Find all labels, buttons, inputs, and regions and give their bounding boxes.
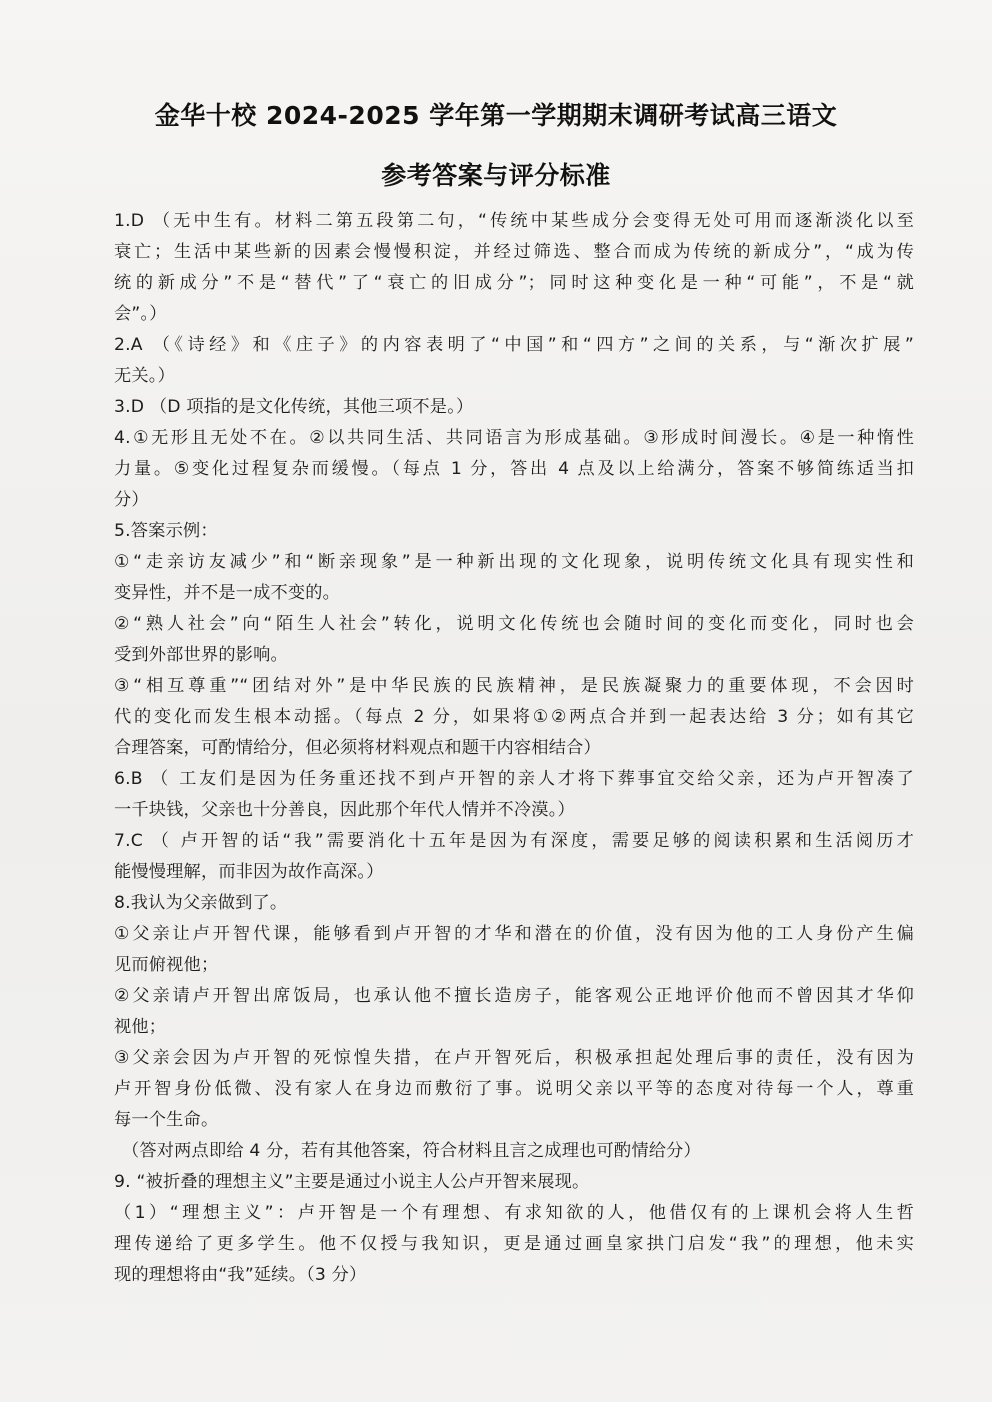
- answer-line: ③父亲会因为卢开智的死惊惶失措，在卢开智死后，积极承担起处理后事的责任，没有因为: [114, 1048, 914, 1068]
- answer-line: 受到外部世界的影响。: [114, 645, 288, 665]
- answer-line: 无关。）: [114, 366, 175, 386]
- answer-line: 统的新成分”不是“替代”了“衰亡的旧成分”；同时这种变化是一种“可能”，不是“就: [114, 273, 914, 293]
- answer-line: 见而俯视他；: [114, 955, 219, 975]
- answer-line: 力量。⑤变化过程复杂而缓慢。（每点 1 分，答出 4 点及以上给满分，答案不够简练适当扣: [114, 459, 914, 479]
- answer-line: 一千块钱，父亲也十分善良，因此那个年代人情并不冷漠。）: [114, 800, 575, 820]
- answer-line: 会”。）: [114, 304, 167, 324]
- answer-line: ①“走亲访友减少”和“断亲现象”是一种新出现的文化现象，说明传统文化具有现实性和: [114, 552, 914, 572]
- answer-content: [114, 206, 914, 1291]
- answer-line: 分）: [114, 490, 149, 510]
- answer-line: 6.B （ 工友们是因为任务重还找不到卢开智的亲人才将下葬事宜交给父亲，还为卢开智凑了: [114, 769, 914, 789]
- answer-line: 3.D （D 项指的是文化传统，其他三项不是。）: [114, 397, 474, 417]
- answer-line: 合理答案，可酌情给分，但必须将材料观点和题干内容相结合）: [114, 738, 601, 758]
- page-subtitle: 参考答案与评分标准: [381, 161, 611, 190]
- answer-line: 1.D （无中生有。材料二第五段第二句，“传统中某些成分会变得无处可用而逐渐淡化以至: [114, 211, 914, 231]
- answer-line: 代的变化而发生根本动摇。（每点 2 分，如果将①②两点合并到一起表达给 3 分；如有其它: [114, 707, 914, 727]
- answer-line: ①父亲让卢开智代课，能够看到卢开智的才华和潜在的价值，没有因为他的工人身份产生偏: [114, 924, 914, 944]
- answer-line: 9. “被折叠的理想主义”主要是通过小说主人公卢开智来展现。: [114, 1172, 590, 1192]
- answer-line: 7.C （ 卢开智的话“我”需要消化十五年是因为有深度，需要足够的阅读积累和生活阅历才: [114, 831, 914, 851]
- answer-line: 变异性，并不是一成不变的。: [114, 583, 341, 603]
- answer-line: ②“熟人社会”向“陌生人社会”转化，说明文化传统也会随时间的变化而变化，同时也会: [114, 614, 914, 634]
- answer-line: 5.答案示例：: [114, 521, 218, 541]
- answer-line: （答对两点即给 4 分，若有其他答案，符合材料且言之成理也可酌情给分）: [122, 1141, 701, 1161]
- answer-line: 每一个生命。: [114, 1110, 219, 1130]
- answer-line: 4.①无形且无处不在。②以共同生活、共同语言为形成基础。③形成时间漫长。④是一种惰性: [114, 428, 914, 448]
- answer-line: 8.我认为父亲做到了。: [114, 893, 288, 913]
- answer-line: 理传递给了更多学生。他不仅授与我知识，更是通过画皇家拱门启发“我”的理想，他未实: [114, 1234, 914, 1254]
- answer-line: ②父亲请卢开智出席饭局，也承认他不擅长造房子，能客观公正地评价他而不曾因其才华仰: [114, 986, 914, 1006]
- page-title: 金华十校 2024-2025 学年第一学期期末调研考试高三语文: [154, 101, 838, 130]
- answer-line: 现的理想将由“我”延续。（3 分）: [114, 1265, 367, 1285]
- answer-line: 衰亡；生活中某些新的因素会慢慢积淀，并经过筛选、整合而成为传统的新成分”，“成为传: [114, 242, 914, 262]
- answer-line: ③“相互尊重”“团结对外”是中华民族的民族精神，是民族凝聚力的重要体现，不会因时: [114, 676, 914, 696]
- answer-line: 2.A （《诗经》和《庄子》的内容表明了“中国”和“四方”之间的关系，与“渐次扩展”: [114, 335, 914, 355]
- answer-line: （1）“理想主义”：卢开智是一个有理想、有求知欲的人，他借仅有的上课机会将人生哲: [114, 1203, 914, 1223]
- answer-line: 视他；: [114, 1017, 167, 1037]
- answer-line: 能慢慢理解，而非因为故作高深。）: [114, 862, 384, 882]
- answer-line: 卢开智身份低微、没有家人在身边而敷衍了事。说明父亲以平等的态度对待每一个人，尊重: [114, 1079, 914, 1099]
